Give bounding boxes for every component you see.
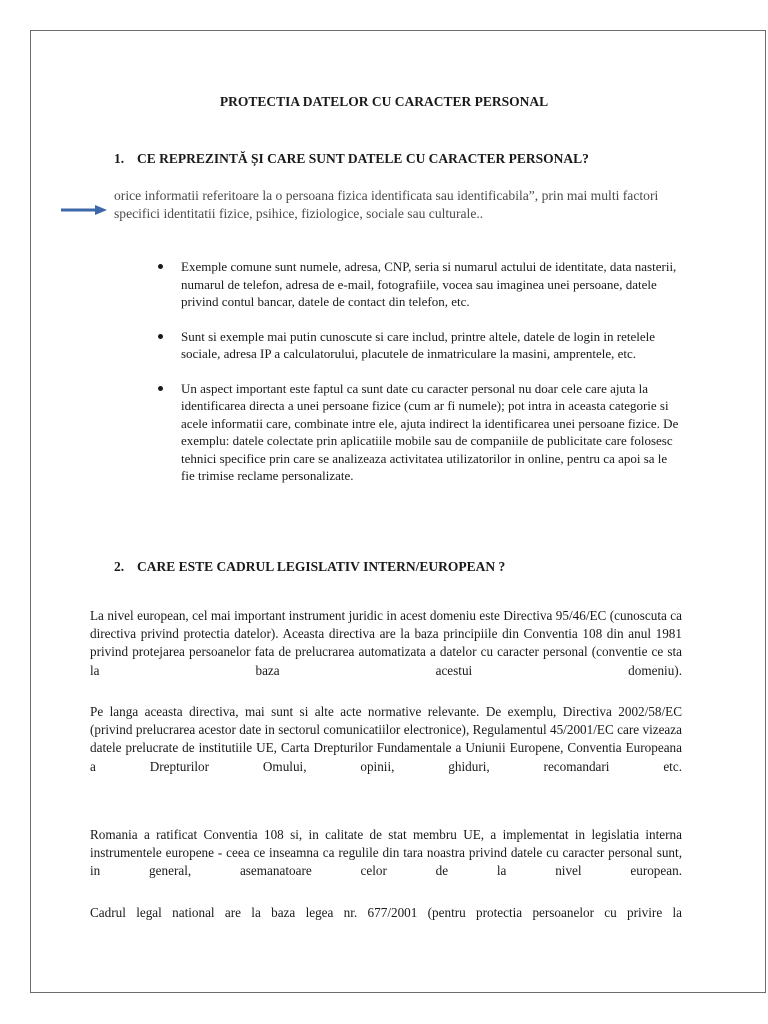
section-2-heading xyxy=(114,559,505,575)
list-item-text: Un aspect important este faptul ca sunt date cu caracter personal nu doar cele care ajuta la identificarea directa a unei persoane fizice (cum ar fi numele); pot intra in aceasta categorie si acele informatii care, combinate intre ele, ajuta indirect la identificarea unei persoane fizice. De exemplu: datele colectate prin aplicatiile mobile sau de companiile de publicitate care folosesc tehnici specifice prin care se analizeaza activitatea utilizatorilor in online, pentru ca apoi sa le fie trimise reclame personalizate. xyxy=(181,380,679,483)
bullet-icon xyxy=(158,334,163,339)
section-1-number: 1. xyxy=(114,151,125,166)
paragraph: Romania a ratificat Conventia 108 si, in calitate de stat membru UE, a implementat in legislatia interna instrumentele europene - ceea ce inseamna ca regulile din tara noastra privind datele cu caracter personal sunt, in general, asemanatoare celor de la nivel european. xyxy=(90,827,682,879)
section-1-heading-text: CE REPREZINTĂ ȘI CARE SUNT DATELE CU CARACTER PERSONAL? xyxy=(137,151,589,166)
section-1-heading xyxy=(114,151,589,167)
paragraph: La nivel european, cel mai important instrument juridic in acest domeniu este Directiva 95/46/EC (cunoscuta ca directiva privind protectia datelor). Aceasta directiva are la baza principiile din Conventia 108 din anul 1981 privind protejarea persoanelor fata de prelucrarea automatizata a datelor cu caracter personal (conventie ce sta la baza acestui domeniu). xyxy=(90,608,682,678)
section-2-number: 2. xyxy=(114,559,125,574)
bullet-icon xyxy=(158,386,163,391)
section-2-heading-text: CARE ESTE CADRUL LEGISLATIV INTERN/EUROPEAN ? xyxy=(137,559,506,574)
bullet-icon xyxy=(158,264,163,269)
definition-text: orice informatii referitoare la o persoana fizica identificata sau identificabila”, prin mai multi factori specifici identitatii fizice, psihice, fiziologice, sociale sau culturale.. xyxy=(114,188,659,221)
list-item-text: Sunt si exemple mai putin cunoscute si care includ, printre altele, datele de login in retelele sociale, adresa IP a calculatorului, placutele de inmatriculare la masini, amprentele, etc. xyxy=(181,328,655,361)
list-item xyxy=(156,380,681,485)
list-item-text: Exemple comune sunt numele, adresa, CNP, seria si numarul actului de identitate, data nasterii, numarul de telefon, adresa de e-mail, fotografiile, vocea sau imaginea unei persoane, datele privind contul bancar, datele de contact din telefon, etc. xyxy=(181,259,677,309)
list-item xyxy=(156,258,681,311)
list-item xyxy=(156,328,681,363)
examples-list xyxy=(156,258,681,502)
paragraph: Pe langa aceasta directiva, mai sunt si alte acte normative relevante. De exemplu, Directiva 2002/58/EC (privind prelucrarea acestor date in sectorul comunicatiilor electronice), Regulamentul 45/2001/EC care vizeaza datele prelucrate de institutiile UE, Carta Drepturilor Fundamentale a Uniunii Europene, Conventia Europeana a Drepturilor Omului, opinii, ghiduri, recomandari etc. xyxy=(90,704,682,774)
right-arrow-icon xyxy=(61,204,107,216)
paragraph: Cadrul legal national are la baza legea nr. 677/2001 (pentru protectia persoanelor cu privire la xyxy=(90,905,682,920)
document-title: PROTECTIA DATELOR CU CARACTER PERSONAL xyxy=(219,94,549,109)
